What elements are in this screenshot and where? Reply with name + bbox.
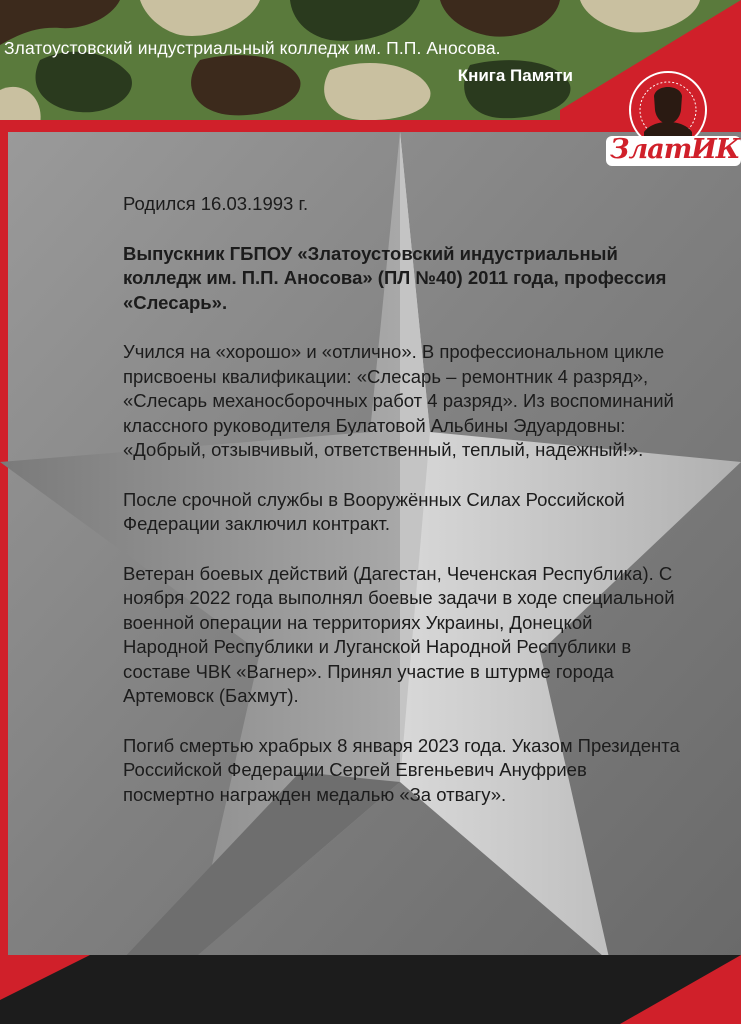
death-info: Погиб смертью храбрых 8 января 2023 года. Указом Президента Российской Федерации Сергей Евгеньевич Ануфриев посмертно награжден медалью «За отвагу». [123,734,680,805]
birth-date: Родился 16.03.1993 г. [123,193,309,214]
study-info: Учился на «хорошо» и «отлично». В профессиональном цикле присвоены квалификации: «Слесарь – ремонтник 4 разряд», «Слесарь механосборочных работ 4 разряд». Из воспоминаний классного руководителя Булатовой Альбины Эдуардовны: «Добрый, отзывчивый, ответственный, теплый, надежный!». [123,341,674,460]
college-name: Златоустовский индустриальный колледж им. П.П. Аносова. [4,38,501,58]
logo-text: ЗлатИК [610,134,740,165]
graduation-info: Выпускник ГБПОУ «Златоустовский индустриальный колледж им. П.П. Аносова» (ПЛ №40) 2011 года, профессия «Слесарь». [123,242,667,313]
college-logo [606,70,741,166]
service-info: После срочной службы в Вооружённых Силах Российской Федерации заключил контракт. [123,488,625,534]
bottom-banner [0,955,741,1024]
book-title: Книга Памяти [457,66,573,85]
biography [123,192,683,832]
veteran-info: Ветеран боевых действий (Дагестан, Чеченская Республика). С ноября 2022 года выполнял боевые задачи в ходе специальной военной операции на территориях Украины, Донецкой Народной Республики и Луганской Народной Республики в составе ЧВК «Вагнер». Принял участие в штурме города Артемовск (Бахмут). [123,562,675,706]
